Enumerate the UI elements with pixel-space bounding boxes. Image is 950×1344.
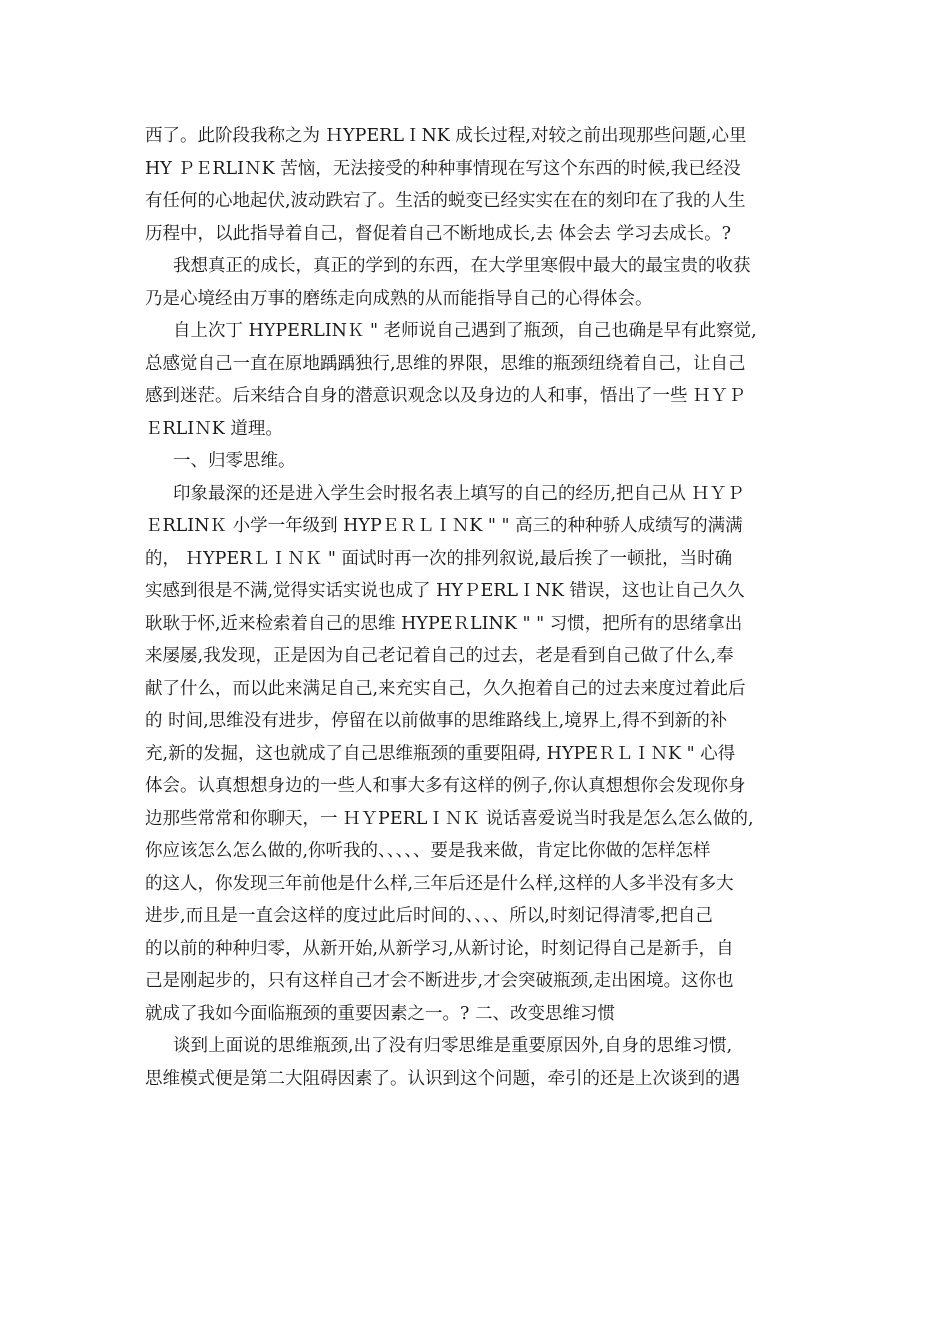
body-line: 自上次丁 HYPERLINＫ " 老师说自己遇到了瓶颈，自己也确是早有此察觉, [173, 321, 757, 341]
body-line: 总感觉自己一直在原地踽踽独行,思维的界限，思维的瓶颈纽绕着自己，让自己 [145, 353, 746, 374]
body-line: 西了。此阶段我称之为 ＨYPERLＩNK 成长过程,对较之前出现那些问题,心里 [145, 126, 747, 146]
body-line: 的 时间,思维没有进步，停留在以前做事的思维路线上,境界上,得不到新的补 [145, 711, 728, 731]
body-line: 印象最深的还是进入学生会时报名表上填写的自己的经历,把自己从 ＨＹＰ [173, 483, 745, 504]
body-line: 我想真正的成长，真正的学到的东西，在大学里寒假中最大的最宝贵的收获 [173, 256, 751, 276]
body-line: 献了什么，而以此来满足自己,来充实自己，久久抱着自己的过去来度过着此后 [145, 678, 746, 699]
body-line: HY ＰＥRLIＮK 苦恼，无法接受的种种事情现在写这个东西的时候,我已经没 [145, 158, 741, 179]
body-line: 耿耿于怀,近来检索着自己的思维 HYPEＲLINK " " 习惯，把所有的思绪拿出 [145, 613, 743, 634]
body-line: 感到迷茫。后来结合自身的潜意识观念以及身边的人和事，悟出了一些 ＨＹＰ [145, 386, 746, 406]
body-line: 你应该怎么怎么做的,你听我的、、、、、要是我来做，肯定比你做的怎样怎样 [145, 841, 711, 861]
body-line: 乃是心境经由万事的磨练走向成熟的从而能指导自己的心得体会。 [145, 288, 653, 309]
body-line: ＥRLIＮK 道理。 [145, 418, 283, 439]
body-line: 体会。认真想想身边的一些人和事大多有这样的例子,你认真想想你会发现你身 [145, 776, 746, 796]
body-line: 进步,而且是一直会这样的度过此后时间的、、、、所以,时刻记得清零,把自己 [145, 906, 713, 926]
body-line: 己是刚起步的，只有这样自己才会不断进步,才会突破瓶颈,走出困境。这你也 [145, 971, 734, 991]
body-line: 边那些常常和你聊天，一 ＨＹPERLＩＮＫ 说话喜爱说当时我是怎么怎么做的, [145, 808, 754, 829]
body-line: ＥRLINＫ 小学一年级到 HYPＥＲＬＩＮK " " 高三的种种骄人成绩写的满满 [145, 516, 743, 536]
body-line: 谈到上面说的思维瓶颈,出了没有归零思维是重要原因外,自身的思维习惯, [173, 1036, 733, 1056]
body-line: 来屡屡,我发现，正是因为自己老记着自己的过去，老是看到自己做了什么,奉 [145, 646, 734, 666]
body-line: 实感到很是不满,觉得实话实说也成了 HYＰERLＩNK 错误，这也让自己久久 [145, 581, 745, 601]
body-line: 充,新的发掘，这也就成了自己思维瓶颈的重要阻碍, HYPEＲＬＩＮK " 心得 [145, 743, 736, 764]
body-line: 的以前的种种归零，从新开始,从新学习,从新讨论，时刻记得自己是新手，自 [145, 938, 734, 959]
body-line: 历程中，以此指导着自己，督促着自己不断地成长,去 体会去 学习去成长。? [145, 223, 732, 244]
body-line: 的， ＨYPERＬＩＮＫ " 面试时再一次的排列叙说,最后挨了一顿批，当时确 [145, 548, 733, 569]
body-line: 就成了我如今面临瓶颈的重要因素之一。? 二、改变思维习惯 [145, 1003, 615, 1024]
body-line: 的这人，你发现三年前他是什么样,三年后还是什么样,这样的人多半没有多大 [145, 873, 734, 894]
section-heading: 一、归零思维。 [173, 451, 296, 471]
document-body [145, 120, 805, 1095]
body-line: 思维模式便是第二大阻碍因素了。认识到这个问题，牵引的还是上次谈到的遇 [145, 1068, 740, 1089]
body-line: 有任何的心地起伏,波动跌宕了。生活的蜕变已经实实在在的刻印在了我的人生 [145, 191, 746, 211]
